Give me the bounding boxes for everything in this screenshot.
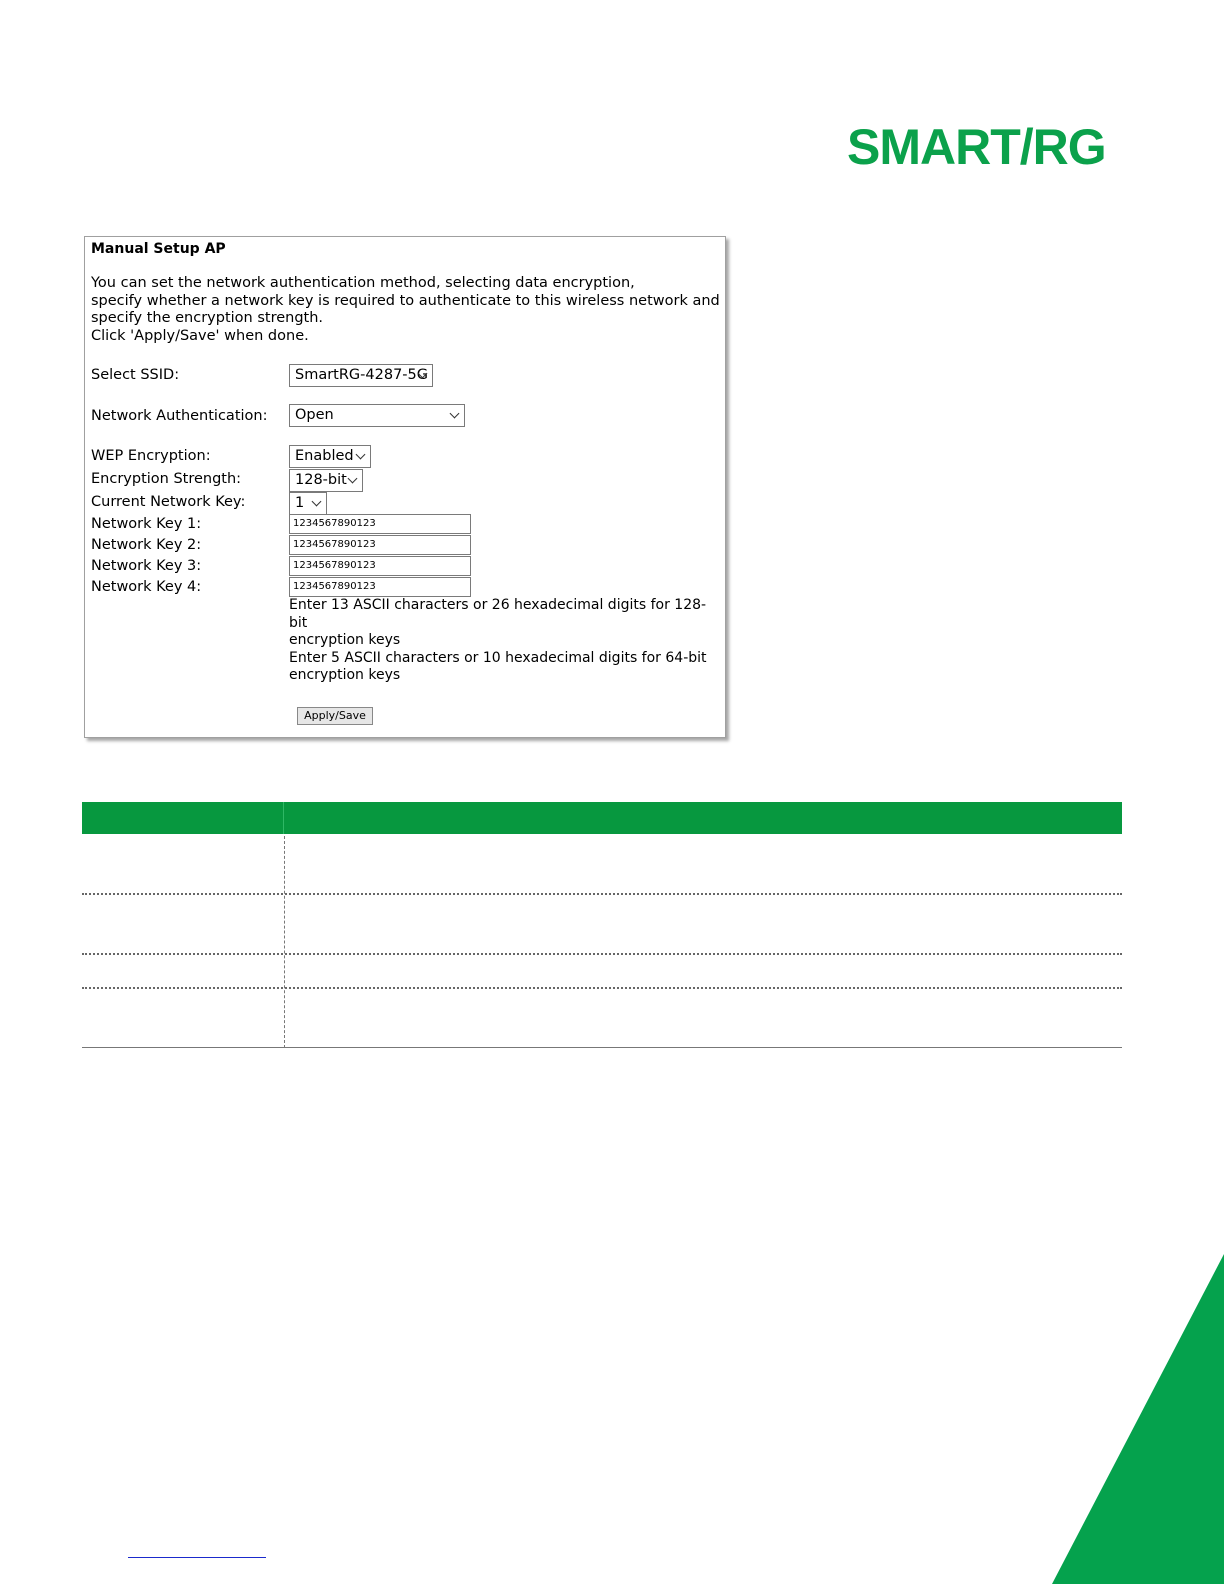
chevron-down-icon bbox=[450, 409, 460, 419]
network-auth-label: Network Authentication: bbox=[91, 408, 268, 424]
encryption-strength-label: Encryption Strength: bbox=[91, 471, 242, 487]
wep-encryption-select[interactable] bbox=[289, 445, 371, 468]
encryption-strength-value: 128-bit bbox=[295, 472, 347, 488]
chevron-down-icon bbox=[312, 497, 322, 507]
intro-line: specify whether a network key is required to authenticate to this wireless network and bbox=[91, 292, 720, 309]
intro-line: specify the encryption strength. bbox=[91, 310, 324, 327]
network-key-3-label: Network Key 3: bbox=[91, 558, 202, 574]
table-row-divider bbox=[82, 987, 1122, 989]
network-key-2-input[interactable]: 1234567890123 bbox=[289, 535, 471, 555]
network-key-1-label: Network Key 1: bbox=[91, 516, 202, 532]
hint-line: encryption keys bbox=[289, 632, 401, 649]
table-row-divider bbox=[82, 893, 1122, 895]
table-column-divider bbox=[284, 836, 285, 1048]
network-auth-select[interactable] bbox=[289, 404, 465, 427]
manual-setup-ap-panel bbox=[84, 236, 726, 738]
wep-encryption-label: WEP Encryption: bbox=[91, 448, 211, 464]
select-ssid-label: Select SSID: bbox=[91, 367, 180, 383]
network-key-4-label: Network Key 4: bbox=[91, 579, 202, 595]
network-auth-value: Open bbox=[295, 407, 334, 423]
table-bottom-border bbox=[82, 1047, 1122, 1048]
current-network-key-select[interactable] bbox=[289, 492, 327, 515]
key-length-hint bbox=[289, 597, 719, 685]
table-row-divider bbox=[82, 953, 1122, 955]
corner-triangle bbox=[1052, 1254, 1224, 1584]
table-header bbox=[82, 802, 1122, 834]
table-header-divider bbox=[283, 802, 284, 834]
hint-line: Enter 5 ASCII characters or 10 hexadecimal digits for 64-bit bbox=[289, 649, 707, 666]
intro-line: You can set the network authentication method, selecting data encryption, bbox=[91, 275, 635, 291]
current-network-key-label: Current Network Key: bbox=[91, 494, 246, 510]
ssid-select-value: SmartRG-4287-5G bbox=[295, 367, 428, 383]
wep-encryption-value: Enabled bbox=[295, 448, 354, 464]
panel-intro bbox=[91, 275, 720, 345]
corner-decoration bbox=[1044, 1254, 1224, 1584]
ssid-select[interactable] bbox=[289, 364, 433, 387]
panel-title: Manual Setup AP bbox=[91, 241, 226, 257]
apply-save-button[interactable]: Apply/Save bbox=[297, 707, 373, 725]
hint-line: encryption keys bbox=[289, 667, 401, 684]
chevron-down-icon bbox=[356, 450, 366, 460]
smartrg-logo: SMART/RG bbox=[847, 119, 1106, 175]
encryption-strength-select[interactable] bbox=[289, 469, 363, 492]
current-network-key-value: 1 bbox=[295, 495, 305, 511]
hint-line: Enter 13 ASCII characters or 26 hexadecimal digits for 128-bit bbox=[289, 597, 707, 631]
intro-line: Click 'Apply/Save' when done. bbox=[91, 327, 309, 344]
footer-link-underline[interactable] bbox=[128, 1557, 266, 1558]
network-key-2-label: Network Key 2: bbox=[91, 537, 202, 553]
network-key-1-input[interactable]: 1234567890123 bbox=[289, 514, 471, 534]
network-key-4-input[interactable]: 1234567890123 bbox=[289, 577, 471, 597]
network-key-3-input[interactable]: 1234567890123 bbox=[289, 556, 471, 576]
chevron-down-icon bbox=[348, 474, 358, 484]
